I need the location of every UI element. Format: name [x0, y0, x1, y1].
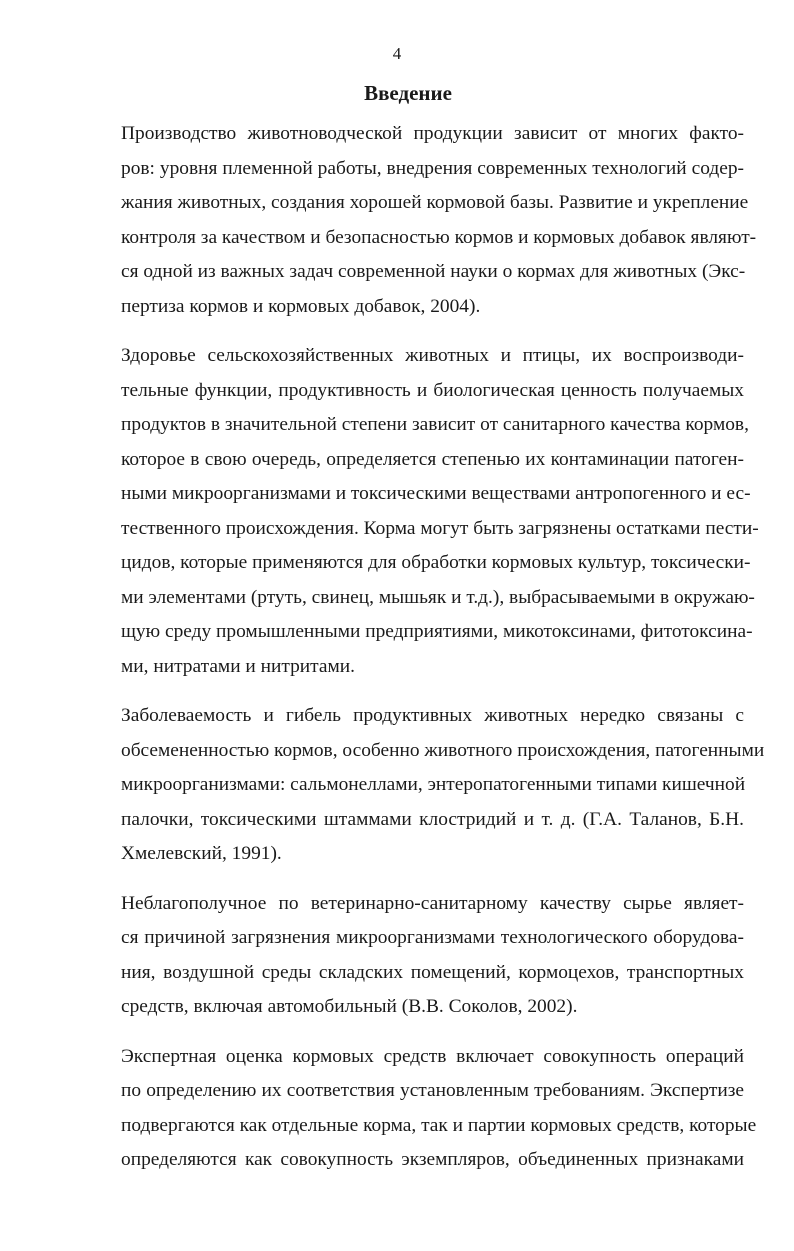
text-line: палочки, токсическими штаммами клостридий и т. д. (Г.А. Таланов, Б.Н. — [121, 808, 744, 830]
text-line: Заболеваемость и гибель продуктивных животных нередко связаны с — [121, 705, 744, 726]
text-line: ния, воздушной среды складских помещений, кормоцехов, транспортных — [121, 961, 744, 983]
paragraph-morbidity — [74, 699, 765, 872]
paragraph-expert-assessment — [74, 1040, 757, 1178]
page-number: 4 — [392, 44, 402, 63]
text-line: обсемененностью кормов, особенно животного происхождения, патогенными — [121, 739, 765, 761]
text-line: цидов, которые применяются для обработки кормовых культур, токсически- — [121, 552, 751, 573]
paragraph-animal-health — [74, 339, 759, 684]
text-line: Здоровье сельскохозяйственных животных и птицы, их воспроизводи- — [121, 345, 744, 366]
text-line: ными микроорганизмами и токсическими веществами антропогенного и ес- — [121, 483, 751, 504]
text-line: тественного происхождения. Корма могут быть загрязнены остатками пести- — [121, 517, 759, 539]
text-line: Неблагополучное по ветеринарно-санитарному качеству сырье являет- — [121, 892, 744, 914]
text-line: тельные функции, продуктивность и биологическая ценность получаемых — [121, 379, 744, 401]
text-line: Производство животноводческой продукции зависит от многих факто- — [121, 123, 744, 144]
text-line: контроля за качеством и безопасностью кормов и кормовых добавок являют- — [121, 226, 757, 248]
text-line: ми, нитратами и нитритами. — [121, 655, 355, 677]
page-title: Введение — [364, 81, 452, 105]
text-line: микроорганизмами: сальмонеллами, энтеропатогенными типами кишечной — [121, 774, 746, 795]
text-line: Экспертная оценка кормовых средств включает совокупность операций — [121, 1045, 744, 1067]
text-line: ся причиной загрязнения микроорганизмами технологического оборудова- — [121, 927, 744, 948]
text-line: подвергаются как отдельные корма, так и партии кормовых средств, которые — [121, 1114, 757, 1136]
text-line: жания животных, создания хорошей кормовой базы. Развитие и укрепление — [121, 192, 749, 213]
text-line: средств, включая автомобильный (В.В. Соколов, 2002). — [121, 996, 578, 1017]
text-line: по определению их соответствия установленным требованиям. Экспертизе — [121, 1080, 744, 1101]
text-line: определяются как совокупность экземпляров, объединенных признаками — [121, 1149, 744, 1170]
paragraph-raw-materials — [74, 887, 744, 1025]
text-line: пертиза кормов и кормовых добавок, 2004). — [121, 295, 481, 317]
text-line: которое в свою очередь, определяется степенью их контаминации патоген- — [121, 448, 744, 470]
document-body — [74, 117, 765, 1193]
paragraph-introduction — [74, 117, 757, 324]
text-line: продуктов в значительной степени зависит от санитарного качества кормов, — [121, 414, 749, 435]
text-line: ся одной из важных задач современной науки о кормах для животных (Экс- — [121, 261, 746, 282]
text-line: Хмелевский, 1991). — [121, 843, 282, 864]
text-line: ми элементами (ртуть, свинец, мышьяк и т.д.), выбрасываемыми в окружаю- — [121, 586, 755, 608]
text-line: щую среду промышленными предприятиями, микотоксинами, фитотоксина- — [121, 621, 753, 642]
text-line: ров: уровня племенной работы, внедрения современных технологий содер- — [121, 157, 744, 179]
